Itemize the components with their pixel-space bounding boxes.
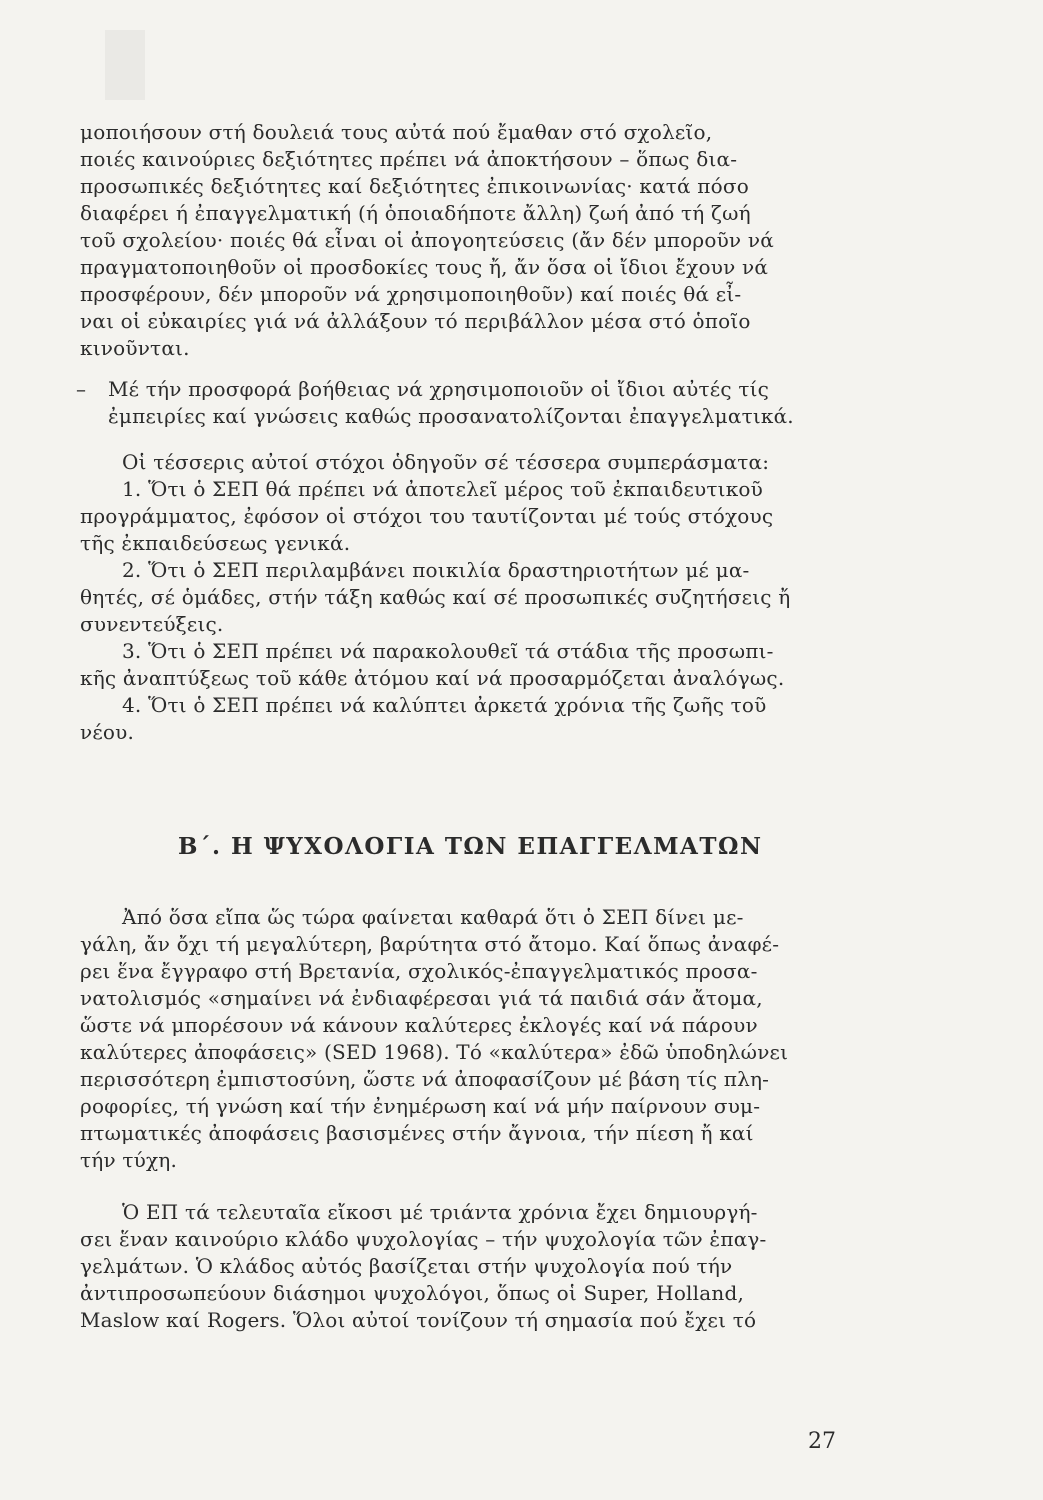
conclusion-item <box>80 557 835 638</box>
text-line: νατολισμός «σημαίνει νά ἐνδιαφέρεσαι γιά τά παιδιά σάν ἄτομα, <box>80 986 763 1010</box>
text-line: μοποιήσουν στή δουλειά τους αὐτά πού ἔμαθαν στό σχολεῖο, <box>80 120 713 144</box>
text-line: τῆς ἐκπαιδεύσεως γενικά. <box>80 531 351 555</box>
text-line: σει ἕναν καινούριο κλάδο ψυχολογίας – τήν ψυχολογία τῶν ἐπαγ- <box>80 1227 767 1251</box>
text-line: περισσότερη ἐμπιστοσύνη, ὥστε νά ἀποφασίζουν μέ βάση τίς πλη- <box>80 1067 770 1091</box>
text-line: ἐμπειρίες καί γνώσεις καθώς προσανατολίζονται ἐπαγγελματικά. <box>108 404 794 428</box>
text-line: θητές, σέ ὁμάδες, στήν τάξη καθώς καί σέ προσωπικές συζητήσεις ἤ <box>80 585 791 609</box>
text-line: νέου. <box>80 720 135 744</box>
intro-paragraph <box>80 119 835 362</box>
text-line: προσφέρουν, δέν μποροῦν νά χρησιμοποιηθοῦν) καί ποιές θά εἶ- <box>80 282 742 306</box>
text-line: 4. Ὅτι ὁ ΣΕΠ πρέπει νά καλύπτει ἀρκετά χρόνια τῆς ζωῆς τοῦ <box>122 693 767 717</box>
text-line: ποιές καινούριες δεξιότητες πρέπει νά ἀποκτήσουν – ὅπως δια- <box>80 147 738 171</box>
text-line: ναι οἱ εὐκαιρίες γιά νά ἀλλάξουν τό περιβάλλον μέσα στό ὁποῖο <box>80 309 751 333</box>
body-paragraph <box>80 1199 835 1334</box>
text-line: κινοῦνται. <box>80 336 190 360</box>
text-line: ἀντιπροσωπεύουν διάσημοι ψυχολόγοι, ὅπως οἱ Super, Holland, <box>80 1281 745 1305</box>
conclusion-item <box>80 692 835 746</box>
text-line: ροφορίες, τή γνώση καί τήν ἐνημέρωση καί νά μήν παίρνουν συμ- <box>80 1094 761 1118</box>
text-line: 2. Ὅτι ὁ ΣΕΠ περιλαμβάνει ποικιλία δραστηριοτήτων μέ μα- <box>122 558 750 582</box>
conclusion-item <box>80 638 835 692</box>
text-line: γάλη, ἄν ὄχι τή μεγαλύτερη, βαρύτητα στό ἄτομο. Καί ὅπως ἀναφέ- <box>80 932 780 956</box>
body-paragraph <box>80 904 835 1174</box>
section-heading: Β΄. Η ΨΥΧΟΛΟΓΙΑ ΤΩΝ ΕΠΑΓΓΕΛΜΑΤΩΝ <box>178 833 763 860</box>
conclusions-section <box>80 449 835 746</box>
text-line: συνεντεύξεις. <box>80 612 224 636</box>
dash-bullet: – <box>76 377 86 401</box>
text-line: πραγματοποιηθοῦν οἱ προσδοκίες τους ἤ, ἄν ὅσα οἱ ἴδιοι ἔχουν νά <box>80 255 769 279</box>
text-line: προσωπικές δεξιότητες καί δεξιότητες ἐπικοινωνίας· κατά πόσο <box>80 174 749 198</box>
text-line: καλύτερες ἀποφάσεις» (SED 1968). Τό «καλύτερα» ἐδῶ ὑποδηλώνει <box>80 1040 789 1064</box>
text-line: ὥστε νά μπορέσουν νά κάνουν καλύτερες ἐκλογές καί νά πάρουν <box>80 1013 758 1037</box>
dash-list-item <box>76 376 835 430</box>
text-line: τοῦ σχολείου· ποιές θά εἶναι οἱ ἀπογοητεύσεις (ἄν δέν μποροῦν νά <box>80 228 774 252</box>
text-line: κῆς ἀναπτύξεως τοῦ κάθε ἀτόμου καί νά προσαρμόζεται ἀναλόγως. <box>80 666 785 690</box>
text-line: τήν τύχη. <box>80 1148 178 1172</box>
text-line: 1. Ὅτι ὁ ΣΕΠ θά πρέπει νά ἀποτελεῖ μέρος τοῦ ἐκπαιδευτικοῦ <box>122 477 763 501</box>
text-line: ρει ἕνα ἔγγραφο στή Βρετανία, σχολικός-ἐπαγγελματικός προσα- <box>80 959 758 983</box>
page-number: 27 <box>808 1429 836 1454</box>
scan-shadow <box>105 30 145 100</box>
conclusion-item <box>80 476 835 557</box>
text-line: διαφέρει ή ἐπαγγελματική (ή ὁποιαδήποτε ἄλλη) ζωή ἀπό τή ζωή <box>80 201 751 225</box>
conclusions-intro: Οἱ τέσσερις αὐτοί στόχοι ὁδηγοῦν σέ τέσσερα συμπεράσματα: <box>122 450 770 474</box>
text-line: γελμάτων. Ὁ κλάδος αὐτός βασίζεται στήν ψυχολογία πού τήν <box>80 1254 733 1278</box>
text-line: Maslow καί Rogers. Ὅλοι αὐτοί τονίζουν τή σημασία πού ἔχει τό <box>80 1308 757 1332</box>
text-line: Ὁ ΕΠ τά τελευταῖα εἴκοσι μέ τριάντα χρόνια ἔχει δημιουργή- <box>122 1200 758 1224</box>
text-line: πτωματικές ἀποφάσεις βασισμένες στήν ἄγνοια, τήν πίεση ἤ καί <box>80 1121 754 1145</box>
text-line: προγράμματος, ἐφόσον οἱ στόχοι του ταυτίζονται μέ τούς στόχους <box>80 504 774 528</box>
text-line: 3. Ὅτι ὁ ΣΕΠ πρέπει νά παρακολουθεῖ τά στάδια τῆς προσωπι- <box>122 639 774 663</box>
text-line: Μέ τήν προσφορά βοήθειας νά χρησιμοποιοῦν οἱ ἴδιοι αὐτές τίς <box>108 377 770 401</box>
text-line: Ἀπό ὅσα εἴπα ὥς τώρα φαίνεται καθαρά ὅτι ὁ ΣΕΠ δίνει με- <box>122 905 744 929</box>
